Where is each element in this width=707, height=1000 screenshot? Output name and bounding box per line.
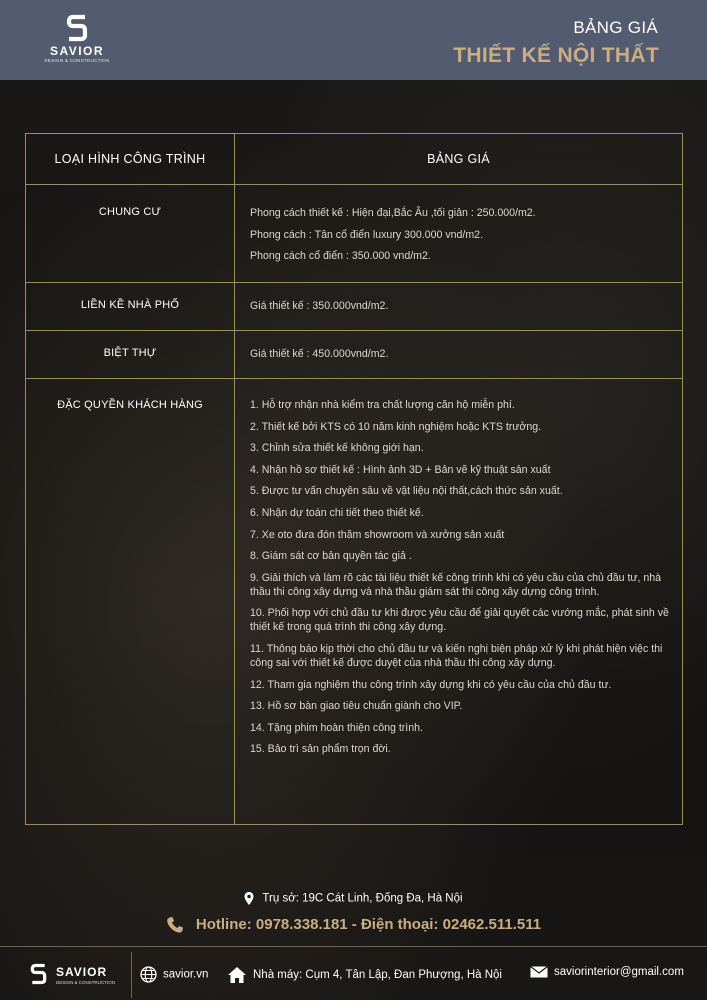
row-label-villa: BIỆT THỰ	[103, 347, 157, 359]
footer-brand-name: SAVIOR	[56, 965, 108, 979]
column-header-price: BẢNG GIÁ	[427, 152, 490, 166]
price-line: Giá thiết kế : 450.000vnd/m2.	[250, 348, 389, 360]
privilege-item: 10. Phối hợp với chủ đầu tư khi được yêu cầu để giải quyết các vướng mắc, phát sinh về thiết kế trong quá trình thi công xây dựng.	[250, 607, 669, 634]
privilege-item: 13. Hồ sơ bàn giao tiêu chuẩn giành cho VIP.	[250, 700, 463, 713]
price-line: Phong cách thiết kế : Hiện đại,Bắc Âu ,tối giản : 250.000/m2.	[250, 207, 536, 219]
privilege-item: 4. Nhận hồ sơ thiết kế : Hình ảnh 3D + Bản vẽ kỹ thuật sản xuất	[250, 463, 551, 476]
price-line: Phong cách : Tân cổ điển luxury 300.000 vnd/m2.	[250, 228, 484, 241]
page-title-line1: BẢNG GIÁ	[573, 18, 658, 37]
privilege-item: 2. Thiết kế bởi KTS có 10 năm kinh nghiệm hoặc KTS trưởng.	[250, 420, 542, 433]
price-cell-apartment	[250, 206, 675, 271]
savior-s-logo-icon	[30, 961, 47, 987]
savior-s-logo-icon	[66, 14, 88, 42]
privilege-item: 15. Bảo trì sản phẩm trọn đời.	[250, 743, 391, 756]
phone-icon	[166, 916, 184, 934]
price-line: Phong cách cổ điển : 350.000 vnd/m2.	[250, 250, 431, 263]
envelope-icon	[530, 966, 548, 978]
factory-text: Nhà máy: Cụm 4, Tân Lập, Đan Phượng, Hà Nội	[253, 969, 502, 982]
home-icon	[227, 966, 247, 984]
row-divider	[26, 282, 682, 283]
row-divider	[26, 330, 682, 331]
price-cell-townhouse	[250, 299, 675, 321]
privilege-item: 11. Thông báo kịp thời cho chủ đầu tư và kiến nghị biện pháp xử lý khi phát hiện việc thi công sai với thiết kế được duyệt của nhà thầu thi công xây dựng.	[250, 642, 663, 669]
footer-divider	[0, 946, 707, 947]
address-text: Trụ sở: 19C Cát Linh, Đống Đa, Hà Nội	[262, 892, 463, 905]
header-bar	[0, 0, 707, 80]
privilege-item: 3. Chỉnh sửa thiết kế không giới hạn.	[250, 442, 424, 455]
brand-name: SAVIOR	[49, 44, 105, 58]
globe-icon	[140, 966, 157, 983]
footer-separator	[131, 952, 132, 998]
row-label-townhouse: LIỀN KỀ NHÀ PHỐ	[80, 299, 180, 311]
row-label-apartment: CHUNG CƯ	[98, 206, 162, 218]
footer-email[interactable]	[530, 966, 684, 978]
row-divider	[26, 378, 682, 379]
row-divider	[26, 184, 682, 185]
privilege-item: 14. Tặng phim hoàn thiện công trình.	[250, 721, 423, 734]
privileges-list	[250, 398, 675, 756]
privileges-cell	[250, 398, 675, 764]
map-pin-icon	[244, 892, 254, 905]
privilege-item: 6. Nhận dự toán chi tiết theo thiết kế.	[250, 506, 424, 519]
footer-brand-logo[interactable]	[28, 960, 120, 992]
privilege-item: 5. Được tư vấn chuyên sâu về vật liệu nội thất,cách thức sản xuất.	[250, 485, 563, 498]
brand-tagline: DESIGN & CONSTRUCTION	[44, 58, 110, 63]
footer-brand-tagline: DESIGN & CONSTRUCTION	[56, 980, 116, 985]
phone-text[interactable]: Hotline: 0978.338.181 - Điện thoại: 02462.511.511	[195, 916, 542, 933]
column-header-type: LOẠI HÌNH CÔNG TRÌNH	[54, 152, 206, 166]
brand-logo[interactable]	[44, 14, 110, 70]
email-text[interactable]: saviorinterior@gmail.com	[554, 966, 684, 979]
price-table	[25, 133, 683, 825]
privilege-item: 7. Xe oto đưa đón thăm showroom và xưởng sản xuất	[250, 528, 505, 541]
column-divider	[234, 134, 235, 824]
price-line: Giá thiết kế : 350.000vnd/m2.	[250, 300, 389, 312]
privilege-item: 1. Hỗ trợ nhận nhà kiểm tra chất lượng căn hộ miễn phí.	[250, 399, 515, 411]
footer-factory	[227, 966, 502, 984]
phone-line	[0, 916, 707, 934]
website-text[interactable]: savior.vn	[163, 968, 209, 981]
privilege-item: 9. Giải thích và làm rõ các tài liệu thiết kế công trình khi có yêu cầu của chủ đầu tư, nhà thầu thi công xây dựng và nhà thầu giám sát thi công xây dựng công trình.	[250, 571, 662, 598]
footer-website[interactable]	[140, 966, 208, 983]
address-line	[0, 892, 707, 905]
privilege-item: 8. Giám sát cơ bản quyền tác giả .	[250, 550, 412, 563]
row-label-privileges: ĐẶC QUYỀN KHÁCH HÀNG	[57, 399, 203, 411]
price-cell-villa	[250, 347, 675, 369]
privilege-item: 12. Tham gia nghiệm thu công trình xây dựng khi có yêu cầu của chủ đầu tư.	[250, 678, 612, 691]
page-title-line2: THIẾT KẾ NỘI THẤT	[453, 44, 659, 67]
